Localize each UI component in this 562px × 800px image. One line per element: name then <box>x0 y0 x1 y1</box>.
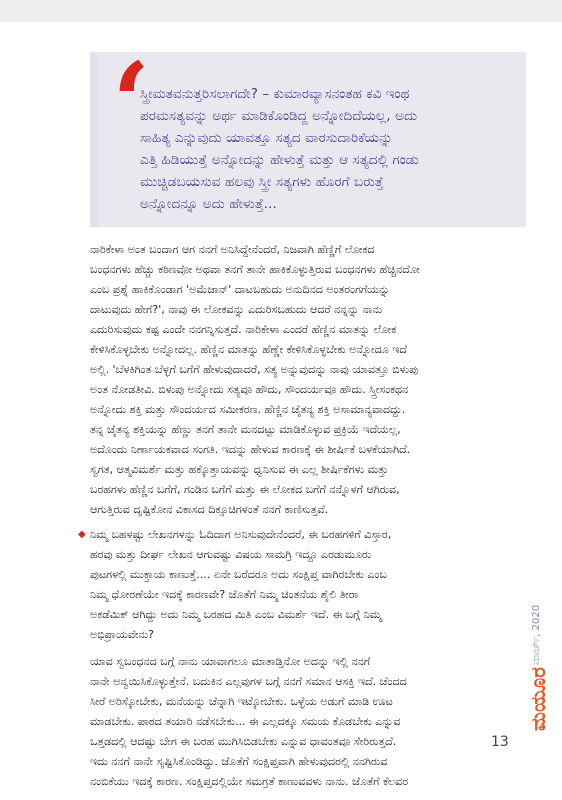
pull-quote-line: ಎತ್ತಿ ಹಿಡಿಯುತ್ತೆ ಅನ್ನೋದನ್ನು ಹೇಳುತ್ತೆ ಮತ್ತು ಆ ಸತ್ಯದಲ್ಲಿ ಗಂಡು <box>140 152 419 168</box>
body-text-line: ಅಲ್ಲಿ. 'ಬೆಳಕಿಗಿಂತ ಬೆಳ್ಳಗೆ ಬಗೆಗೆ ಹೇಳುವುದಾದರೆ, ಸತ್ಯ ಅನ್ನುವುದನ್ನು ನಾವು ಯಾವತ್ತೂ ಬಿಳುಪು <box>90 363 419 376</box>
magazine-logo: ಮಯೂರ <box>526 667 550 731</box>
question-text-line: ಹರವು ಮತ್ತು ದೀರ್ಘ ಲೇಖನ ಆಗುವಷ್ಟು ವಿಷಯ ಸಾಮಗ್ರಿ ಇದ್ದೂ ಎರಡುಮೂರು <box>90 548 372 561</box>
issue-date-label: ಮಾರ್ಚ್, 2020 <box>531 604 542 665</box>
top-strip <box>0 0 562 22</box>
answer-text-line: ಯಾವ ಸ್ವಬಂಧನದ ಬಗ್ಗೆ ನಾನು ಯಾವಾಗಲೂ ಮಾತಾಡ್ತಿನೋ ಅದನ್ನು ಇಲ್ಲಿ ನನಗೆ <box>90 655 371 668</box>
answer-text-line: ನಾನೇ ಅನ್ವಯಿಸಿಕೊಳ್ಳುತ್ತೇನೆ. ಬದುಕಿನ ಎಲ್ಲವುಗಳ ಬಗ್ಗೆ ನನಗೆ ಸಮಾನ ಆಸಕ್ತಿ ಇದೆ. ಚೆಂದದ <box>90 675 407 688</box>
body-text-line: ಅನ್ನೋದು ಶಕ್ತಿ ಮತ್ತು ಸೌಂದರ್ಯದ ಸಮೀಕರಣ. ಹೆಣ್ಣಿನ ಚೈತನ್ಯ ಶಕ್ತಿ ಅಸಾಮಾನ್ಯವಾದದ್ದು. <box>90 403 406 416</box>
answer-text-line: ಸೀರೆ ಅರಿಸ್ಕೋಬೇಕು, ಮನೆಯನ್ನು ಚೆನ್ನಾಗಿ ಇಟ್ಕೋಬೇಕು. ಒಳ್ಳೆಯ ಅಡುಗೆ ಮಾಡಿ ಊಟ <box>90 695 393 708</box>
pull-quote-line: ಮುಚ್ಚಿಡಬಯಸುವ ಹಲವು ಸ್ತ್ರೀ ಸತ್ಯಗಳು ಹೊರಗೆ ಬರುತ್ತೆ <box>140 174 384 190</box>
answer-text-line: ಒತ್ತಡದಲ್ಲಿ ಆದಷ್ಟು ಬೇಗ ಈ ಬರಹ ಮುಗಿಸಿಬಿಡಬೇಕು ಎನ್ನುವ ಧಾವಂತವೂ ಸೇರಿರುತ್ತದೆ. <box>90 735 397 748</box>
body-text-line: ಕೇಳಿಸಿಕೊಳ್ಳಬೇಕು ಅನ್ನೋದಲ್ಲ. ಹೆಣ್ಣಿನ ಮಾತನ್ನು ಹೆಣ್ಣೇ ಕೇಳಿಸಿಕೊಳ್ಳಬೇಕು ಅನ್ನೋದೂ ಇದೆ <box>90 343 407 356</box>
body-text-line: ಸ್ವಗತ, ಆತ್ಮವಿಮರ್ಶೆ ಮತ್ತು ಹಕ್ಕೊತ್ತಾಯವನ್ನು ಧ್ವನಿಸುವ ಈ ಎಲ್ಲ ಶೀರ್ಷಿಕೆಗಳು ಮತ್ತು <box>90 463 389 476</box>
answer-text-line: ಇದು ನನಗೆ ನಾನೇ ಸೃಷ್ಟಿಸಿಕೊಂಡಿದ್ದು. ಜೊತೆಗೆ ಸಂಕ್ಷಿಪ್ತವಾಗಿ ಹೇಳುವುದರಲ್ಲಿ ನನಗಿರುವ <box>90 755 388 768</box>
body-text-line: ತನ್ನ ಚೈತನ್ಯ ಶಕ್ತಿಯನ್ನು ಹೆಣ್ಣು ತನಗೆ ತಾನೇ ಮನದಟ್ಟು ಮಾಡಿಕೊಳ್ಳುವ ಪ್ರಕ್ರಿಯೆ ಇದೆಯಲ್ಲ, <box>90 423 401 436</box>
body-text-line: ಎದುರಿಸುವುದು ಕಷ್ಟ ಎಂದೇ ನನಗನ್ನಿಸುತ್ತದೆ. ನಾರಿಕೇಳಾ ಎಂದರೆ ಹೆಣ್ಣಿನ ಮಾತನ್ನು ಲೋಕ <box>90 323 397 336</box>
page-number: 13 <box>491 734 509 750</box>
body-text-line: ದಾಟುವುದು ಹೇಗೆ?', ನಾವು ಈ ಲೋಕವನ್ನು ಎದುರಿಸಬಹುದು ಆದರೆ ನನ್ನನ್ನು ನಾನು <box>90 303 383 316</box>
body-text-line: ಬರಹಗಳು ಹೆಣ್ಣಿನ ಬಗೆಗೆ, ಗಂಡಿನ ಬಗೆಗೆ ಮತ್ತು ಈ ಲೋಕದ ಬಗೆಗೆ ನನ್ನೊಳಗೆ ಆಗಿರುವ, <box>90 483 400 496</box>
body-text-line: ಅಂತ ನೋಡತೀವಿ. ಬಿಳುಪು ಅನ್ನೋದು ಸತ್ಯವೂ ಹೌದು, ಸೌಂದರ್ಯವೂ ಹೌದು. ಸ್ತ್ರೀಸಂಕಥನ <box>90 383 409 396</box>
pull-quote-line: ಪರಮಸತ್ಯವನ್ನು ಅರ್ಥ ಮಾಡಿಕೊಂಡಿದ್ದ ಅನ್ನೋದಿದೆಯಲ್ಲ, ಅದು <box>140 108 418 124</box>
body-text-line: ಎಂಬ ಪ್ರಶ್ನೆ ಹಾಕಿಕೊಂಡಾಗ 'ಅಮೆಜಾನ್' ದಾಟಬಹುದು ಅನುದಿನದ ಅಂತರಂಗಗೆಯನ್ನು <box>90 283 390 296</box>
question-text-line: ಅಭಿಪ್ರಾಯವೇನು? <box>90 628 154 641</box>
pull-quote-line: ಸಾಹಿತ್ಯ ಎನ್ನುವುದು ಯಾವತ್ತೂ ಸತ್ಯದ ವಾರಸುದಾರಿಕೆಯನ್ನು <box>140 130 393 146</box>
question-text-line: ನಿಮ್ಮ ಬಹಳಷ್ಟು ಲೇಖನಗಳನ್ನು ಓದಿದಾಗ ಅನಿಸುವುದೇನೆಂದರೆ, ಈ ಬರಹಗಳಿಗೆ ವಿಸ್ತಾರ, <box>90 528 392 541</box>
opening-quote-icon: ‘ <box>112 38 151 167</box>
body-text-line: ಬಂಧನಗಳು ಹೆಚ್ಚು ಕಠಿಣವೋ ಅಥವಾ ತನಗೆ ತಾನೇ ಹಾಕಿಕೊಳ್ಳುತ್ತಿರುವ ಬಂಧನಗಳು ಹೆಚ್ಚಿನದೋ <box>90 263 420 276</box>
answer-text-line: ನಂಬಿಕೆಯು ಇದಕ್ಕೆ ಕಾರಣ. ಸಂಕ್ಷಿಪ್ತದಲ್ಲಿಯೇ ಸಮಗ್ರತೆ ಕಾಣುವವಳು ನಾನು. ಜೊತೆಗೆ ಕೆಲವರ <box>90 775 409 788</box>
question-text-line: ನಿಮ್ಮ ಧೋರಣೆಯೇ ಇದಕ್ಕೆ ಕಾರಣವೇ? ಜೊತೆಗೆ ನಿಮ್ಮ ಚಿಂತನೆಯ ಶೈಲಿ ತೀರಾ <box>90 588 359 601</box>
question-text-line: ಪುಟಗಳಲ್ಲಿ ಮುಕ್ತಾಯ ಕಾಣುತ್ತೆ.... ಏನೇ ಬರೆದರೂ ಅದು ಸಂಕ್ಷಿಪ್ತ ವಾಗಿರಬೇಕು ಎಂಬ <box>90 568 387 581</box>
answer-text-line: ಮಾಡಬೇಕು. ಪಾಠದ ತಯಾರಿ ನಡೆಸಬೇಕು... ಈ ಎಲ್ಲದಕ್ಕೂ ಸಮಯ ಕೊಡಬೇಕು ಎನ್ನುವ <box>90 715 401 728</box>
pull-quote-line: ಅನ್ನೋದನ್ನೂ ಅದು ಹೇಳುತ್ತೆ... <box>140 196 277 212</box>
question-text-line: ಅಕಡೆಮಿಕ್ ಆಗಿದ್ದು ಅದು ನಿಮ್ಮ ಬರಹದ ಮಿತಿ ಎಂಬ ವಿಮರ್ಶೆ ಇದೆ. ಈ ಬಗ್ಗೆ ನಿಮ್ಮ <box>90 608 382 621</box>
body-text-line: ಅದೊಂದು ನಿರ್ಣಾಯಕವಾದ ಸಂಗತಿ. ಇದನ್ನು ಹೇಳುವ ಕಾರಣಕ್ಕೆ ಈ ಶೀರ್ಷಿಕೆ ಬಳಕೆಯಾಗಿದೆ. <box>90 443 411 456</box>
pull-quote-line: ಸ್ತ್ರೀಮತವನುತ್ತರಿಸಲಾಗದೇ? – ಕುಮಾರವ್ಯಾಸನಂತಹ ಕವಿ ಇಂಥ <box>140 86 410 102</box>
body-text-line: ಆಗುತ್ತಿರುವ ದೃಷ್ಟಿಕೋನ ವಿಕಾಸದ ದಿಕ್ಸೂಚಿಗಳಂತೆ ನನಗೆ ಕಾಣಿಸುತ್ತವೆ. <box>90 503 329 516</box>
diamond-bullet-icon: ◆ <box>78 529 86 540</box>
body-text-line: ನಾರಿಕೇಳಾ ಅಂತ ಬಂದಾಗ ಆಗ ನನಗೆ ಅನಿಸಿದ್ದೇನೆಂದರೆ, ನಿಜವಾಗಿ ಹೆಣ್ಣಿಗೆ ಲೋಕದ <box>90 243 375 256</box>
